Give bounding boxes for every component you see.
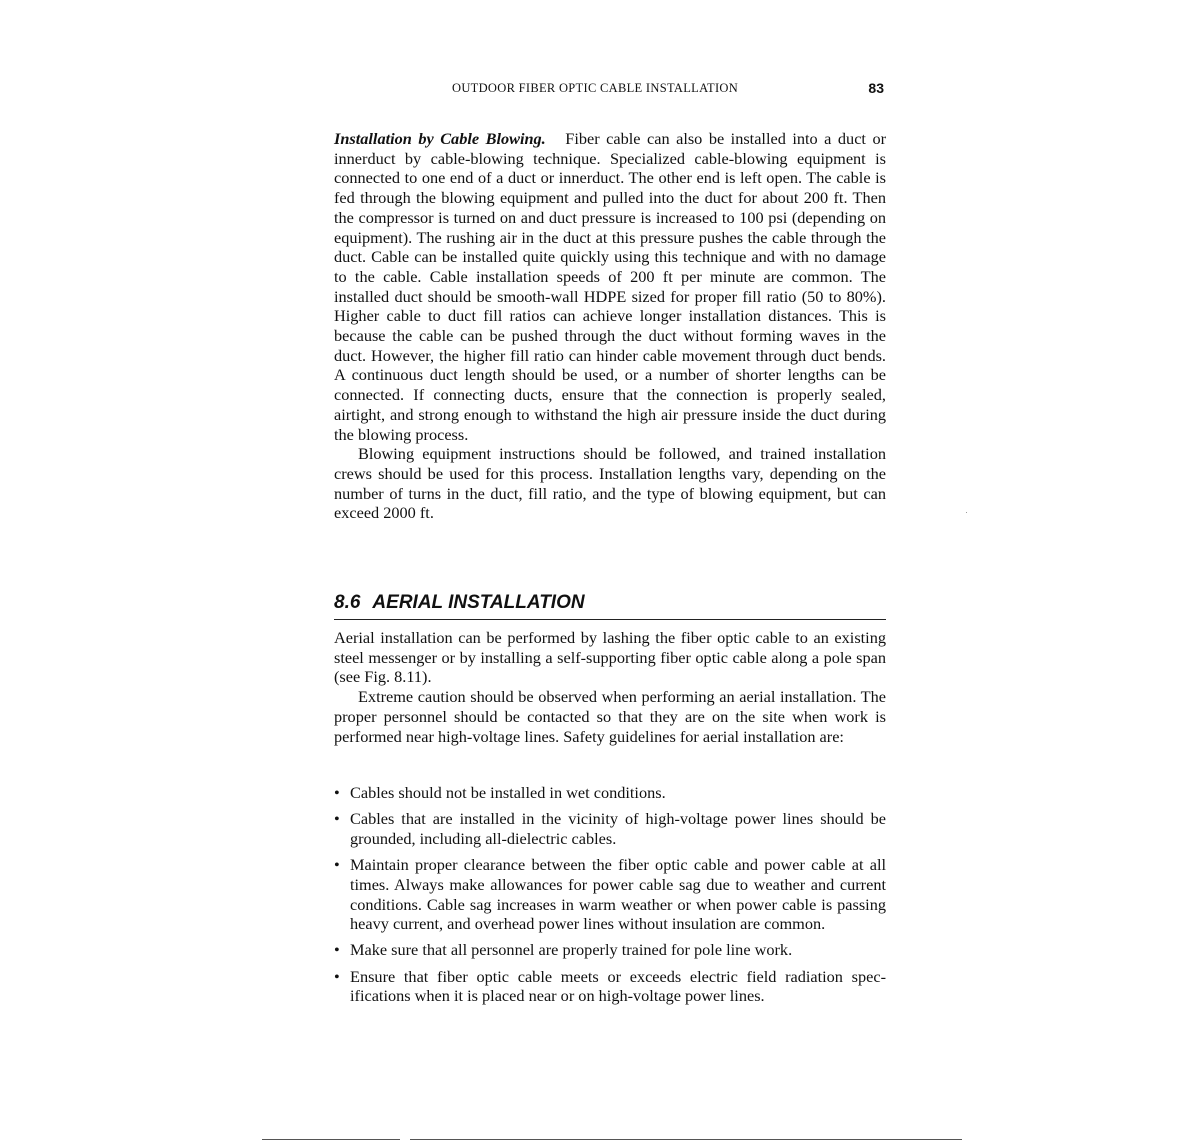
bullet-icon: • bbox=[334, 783, 340, 802]
section-title: AERIAL INSTALLATION bbox=[372, 591, 585, 613]
aerial-installation-text bbox=[334, 628, 886, 746]
list-item-text: Cables should not be installed in wet conditions. bbox=[350, 783, 666, 802]
bullet-icon: • bbox=[334, 855, 340, 875]
aerial-paragraph-2: Extreme caution should be observed when performing an aerial installation. The proper personnel should be contacted so that they are on the site when work is performed near high-voltage lines. Safety guidelines for aerial installation are: bbox=[334, 687, 886, 746]
list-item-text: Ensure that fiber optic cable meets or exceeds electric field radiation specifications when it is placed near or on high-voltage power lines. bbox=[350, 966, 886, 1006]
running-title: OUTDOOR FIBER OPTIC CABLE INSTALLATION bbox=[452, 81, 739, 95]
bullet-icon: • bbox=[334, 940, 340, 960]
list-item bbox=[334, 809, 886, 848]
scan-edge-line bbox=[262, 1139, 962, 1140]
list-item bbox=[334, 940, 886, 960]
section-number: 8.6 bbox=[334, 591, 361, 613]
list-item bbox=[334, 967, 886, 1006]
list-item-text: Make sure that all personnel are properly trained for pole line work. bbox=[350, 940, 793, 960]
list-item-text: Cables that are installed in the vicinity of high-voltage power lines should be grounded, including all-dielectric cables. bbox=[350, 809, 886, 848]
aerial-paragraph-1: Aerial installation can be performed by lashing the fiber optic cable to an existing steel messenger or by installing a self-supporting fiber optic cable along a pole span (see Fig. 8.11). bbox=[334, 628, 886, 687]
section-heading bbox=[334, 591, 886, 620]
book-page bbox=[334, 0, 886, 1146]
scan-speck bbox=[966, 512, 967, 513]
page-number: 83 bbox=[868, 80, 884, 96]
list-item bbox=[334, 783, 886, 803]
run-in-heading: Installation by Cable Blowing. bbox=[334, 129, 546, 148]
bullet-icon: • bbox=[334, 809, 340, 829]
bullet-icon: • bbox=[334, 966, 340, 986]
cable-blowing-paragraph-2: Blowing equipment instructions should be followed, and trained installation crews should be used for this process. Installation lengths vary, depending on the number of turns in the duct, fill ratio, and the type of blowing equipment, but can exceed 2000 ft. bbox=[334, 444, 886, 523]
list-item bbox=[334, 855, 886, 934]
cable-blowing-text bbox=[334, 129, 886, 523]
running-head bbox=[334, 79, 886, 99]
scan-edge-gap bbox=[400, 1137, 410, 1141]
safety-guidelines-list bbox=[334, 783, 886, 1013]
cable-blowing-paragraph-1 bbox=[334, 129, 886, 444]
list-item-text: Maintain proper clearance between the fiber optic cable and power cable at all times. Always make allowances for power cable sag due to weather and current conditions. Cable sag increases in warm weather or when power cable is passing heavy current, and overhead power lines without insulation are common. bbox=[350, 855, 886, 934]
cable-blowing-paragraph-1-text: Fiber cable can also be installed into a duct or innerduct by cable-blowing technique. Specialized cable-blowing equipment is connected to one end of a duct or innerduct. The other end is left open. The cable is fed through the blowing equipment and pulled into the duct for about 200 ft. Then the compressor is turned on and duct pressure is increased to 100 psi (depending on equipment). The rushing air in the duct at this pressure pushes the cable through the duct. Cable can be installed quite quickly using this technique and with no damage to the cable. Cable installation speeds of 200 ft per minute are common. The installed duct should be smooth-wall HDPE sized for proper fill ratio (50 to 80%). Higher cable to duct fill ratios can achieve longer installation distances. This is because the cable can be pushed through the duct without forming waves in the duct. However, the higher fill ratio can hinder cable movement through duct bends. A continuous duct length should be used, or a number of shorter lengths can be connected. If connecting ducts, ensure that the connection is properly sealed, airtight, and strong enough to withstand the high air pressure inside the duct during the blowing process. bbox=[334, 129, 887, 444]
